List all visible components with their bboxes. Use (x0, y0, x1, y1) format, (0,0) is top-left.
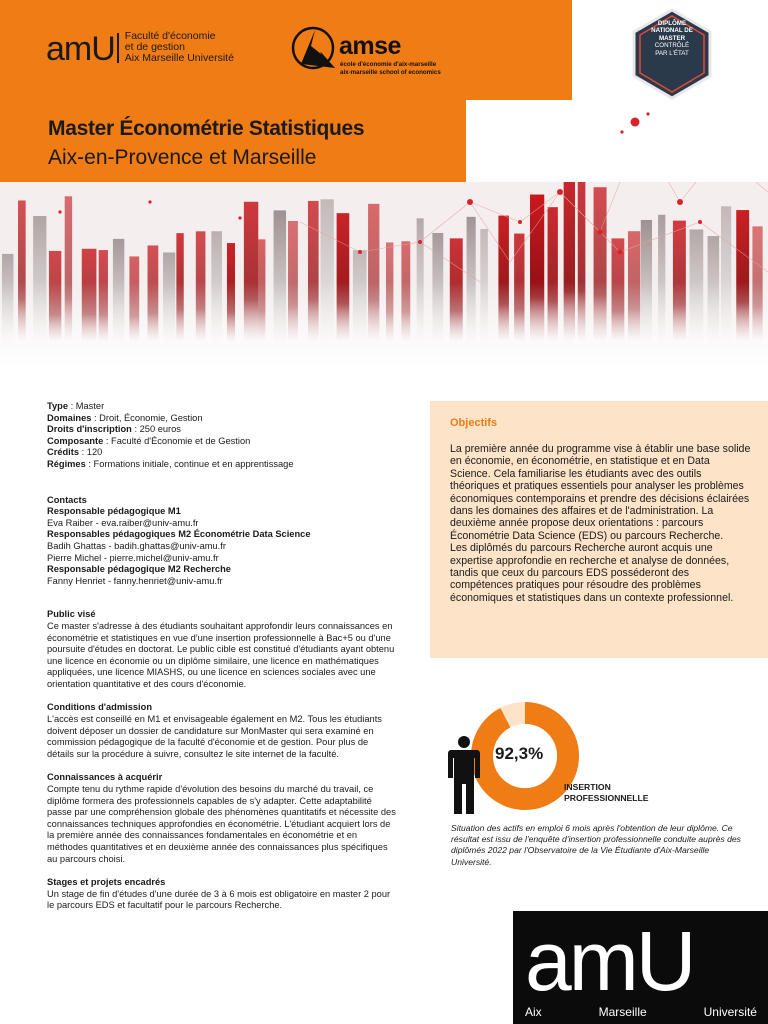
objectifs-box (430, 401, 768, 658)
objectifs-text (450, 443, 752, 604)
amse-emblem-icon (291, 24, 339, 76)
fact-value: : 250 euros (131, 424, 181, 435)
banner-dots-overflow (616, 108, 656, 138)
insertion-note: Situation des actifs en emploi 6 mois après l'obtention de leur diplôme. Ce résultat est issu de l'enquête d'insertion professionnelle conduite auprès des diplômés 2022 par l'Observatoire de la Vie Étudiante d'Aix-Marseille Université. (451, 823, 741, 867)
fact-droits (47, 424, 397, 436)
page-subtitle: Aix-en-Provence et Marseille (48, 146, 317, 169)
fact-credits (47, 447, 397, 459)
stages-heading: Stages et projets encadrés (47, 877, 166, 888)
fact-value: : Faculté d'Économie et de Gestion (103, 435, 251, 446)
insertion-stat (446, 700, 768, 820)
page-title: Master Économétrie Statistiques (48, 117, 365, 140)
fact-value: : Master (68, 401, 105, 411)
skills-heading: Connaissances à acquérir (47, 772, 163, 783)
fact-value: : Droit, Économie, Gestion (91, 412, 203, 423)
public-section (47, 609, 397, 690)
contact-m2r[interactable]: Fanny Henriet - fanny.henriet@univ-amu.fr (47, 575, 223, 586)
public-heading: Public visé (47, 609, 96, 620)
amu-footer-word: amU (525, 914, 694, 1008)
contact-m2ds-1[interactable]: Badih Ghattas - badih.ghattas@univ-amu.fr (47, 540, 226, 551)
insertion-label-2: PROFESSIONNELLE (564, 792, 649, 803)
diploma-line-2: NATIONAL DE (651, 27, 693, 35)
fact-regimes (47, 459, 397, 471)
objectifs-para-1: La première année du programme vise à établir une base solide en économie, en économétrie, en statistique et en Data Science. Cela familiarise les étudiants avec des outils théoriques et pratiques essentiels pour analyser les problèmes économiques contemporains et prendre des décisions éclairées dans les domaines des affaires et de l'administration. La deuxième année propose deux orientations : parcours Économétrie Data Science (EDS) ou parcours Recherche. (450, 443, 751, 542)
contacts-section (47, 495, 397, 588)
fact-label: Crédits (47, 447, 80, 458)
info-column (47, 401, 397, 912)
amu-logo-bar (117, 33, 119, 63)
contact-m1-heading: Responsable pédagogique M1 (47, 506, 181, 517)
insertion-label-1: INSERTION (564, 782, 611, 792)
amse-sub-line-1: école d'économie d'aix-marseille (340, 61, 437, 68)
faculty-line-2: et de gestion (124, 41, 185, 53)
diploma-line-3: MASTER (658, 34, 686, 42)
objectifs-para-2: Les diplômés du parcours Recherche auront acquis une expertise approfondie en recherche et analyse de données, tandis que ceux du parcours EDS posséderont des compétences pratiques pour résoudre des problèmes économiques et statistiques dans un contexte professionnel. (450, 542, 734, 604)
stages-text: Un stage de fin d'études d'une durée de 3 à 6 mois est obligatoire en master 2 pour le parcours EDS et facultatif pour le parcours Recherche. (47, 888, 391, 911)
fact-label: Régimes (47, 458, 86, 469)
key-facts (47, 401, 397, 471)
fact-composante (47, 436, 397, 448)
public-text: Ce master s'adresse à des étudiants souhaitant approfondir leurs connaissances en économétrie et statistiques en vue d'une insertion professionnelle à Bac+5 ou d'une poursuite d'études en doctorat. Le public cible est constitué d'étudiants ayant obtenu une licence en économie ou un diplôme similaire, une licence en mathématiques appliquées, une licence MIASHS, ou une licence en sciences sociales avec une orientation quantitative et des cours d'économie. (47, 620, 395, 689)
faculty-line-3: Aix Marseille Université (124, 52, 234, 64)
insertion-label (564, 782, 649, 803)
diploma-line-4: CONTRÔLÉ (654, 42, 690, 50)
stages-section (47, 877, 397, 912)
admission-section (47, 702, 397, 760)
fact-domaines (47, 413, 397, 425)
objectifs-heading: Objectifs (450, 417, 498, 429)
diploma-line-1: DIPLÔME (657, 20, 687, 27)
fact-label: Droits d'inscription (47, 424, 132, 435)
insertion-percent: 92,3% (495, 744, 544, 763)
person-icon (446, 736, 482, 816)
amu-footer-caption (525, 1005, 757, 1019)
contacts-heading: Contacts (47, 494, 87, 505)
amu-faculty-logo (46, 30, 234, 68)
contact-m2ds-heading: Responsables pédagogiques M2 Économétrie Data Science (47, 529, 311, 540)
contact-m2ds-2[interactable]: Pierre Michel - pierre.michel@univ-amu.fr (47, 552, 219, 563)
amu-footer-logo (513, 911, 768, 1024)
amse-subtitle (340, 61, 441, 77)
fact-label: Composante (47, 435, 104, 446)
skills-text: Compte tenu du rythme rapide d'évolution des besoins du marché du travail, ce diplôme formera des professionnels capables de s'y adapter. Cette adaptabilité passe par une compréhension globale des phénomènes quantitatifs et nécessite des connaissances techniques approfondies en économétrie. L'étudiant acquiert lors de la première année des connaissances fondamentales en économétrie et en méthodes quantitatives et en deuxième année des connaissances plus spécifiques au parcours choisi. (47, 784, 396, 864)
diploma-line-5: PAR L'ÉTAT (655, 49, 689, 57)
amse-sub-line-2: aix-marseille school of economics (340, 69, 441, 76)
admission-heading: Conditions d'admission (47, 702, 152, 713)
admission-text: L'accès est conseillé en M1 et envisageable également en M2. Tous les étudiants doivent déposer un dossier de candidature sur MonMaster qui sera examiné en commission pédagogique de la faculté d'économie et de gestion. Pour plus de détails sur la procédure à suivre, consultez le site internet de la faculté. (47, 714, 382, 759)
amu-foot-aix: Aix (525, 1005, 542, 1019)
amu-foot-marseille: Marseille (598, 1005, 647, 1019)
skills-section (47, 772, 397, 865)
contact-m2r-heading: Responsable pédagogique M2 Recherche (47, 564, 231, 575)
header-banner (0, 0, 572, 100)
fact-label: Domaines (47, 412, 92, 423)
fact-value: : Formations initiale, continue et en apprentissage (85, 458, 294, 469)
amu-logo-word: amU (46, 30, 115, 68)
data-bars-banner-image (0, 182, 768, 368)
amse-logo (291, 24, 471, 80)
faculty-line-1: Faculté d'économie (124, 30, 216, 42)
amse-word: amse (339, 32, 401, 60)
contact-m1[interactable]: Eva Raiber - eva.raiber@univ-amu.fr (47, 517, 199, 528)
fact-value: : 120 (79, 447, 103, 458)
fact-type (47, 401, 397, 413)
amu-foot-universite: Université (703, 1005, 757, 1019)
title-box (0, 100, 466, 182)
diploma-text (632, 20, 712, 57)
fact-label: Type (47, 401, 69, 411)
faculty-name (125, 31, 234, 64)
diploma-national-badge (632, 8, 712, 100)
